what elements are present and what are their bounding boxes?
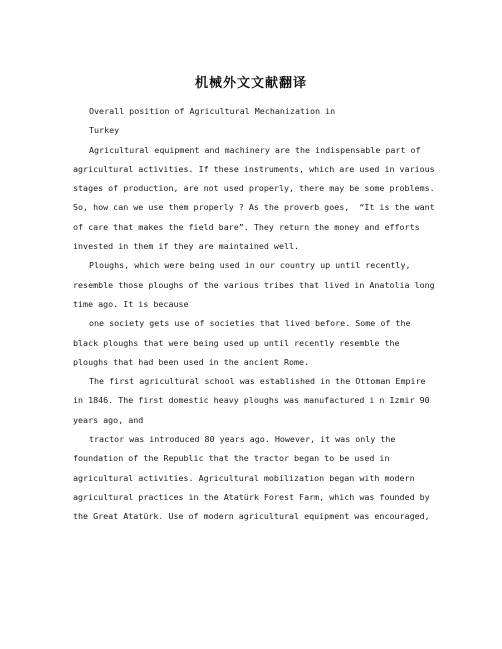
text-line: Turkey bbox=[89, 125, 120, 136]
page-title: 机械外文文献翻译 bbox=[194, 76, 307, 91]
text-line: years ago, and bbox=[73, 414, 144, 425]
text-line: resemble those ploughs of the various tribes that lived in Anatolia long bbox=[73, 279, 435, 290]
text-line: in 1846. The first domestic heavy ploughs was manufactured i n Izmir 90 bbox=[73, 395, 430, 406]
text-line: the Great Atatürk. Use of modern agricultural equipment was encouraged, bbox=[73, 511, 430, 522]
document-body bbox=[73, 102, 433, 527]
text-line: one society gets use of societies that lived before. Some of the bbox=[89, 318, 411, 329]
text-line: Agricultural equipment and machinery are the indispensable part of bbox=[89, 144, 421, 155]
text-line: black ploughs that were being used up until recently resemble the bbox=[73, 337, 400, 348]
text-line: agricultural practices in the Atatürk Forest Farm, which was founded by bbox=[73, 491, 430, 502]
text-line: time ago. It is because bbox=[73, 298, 189, 309]
text-line: of care that makes the field bare”. They return the money and efforts bbox=[73, 221, 420, 232]
text-line: So, how can we use them properly ? As the proverb goes, “It is the want bbox=[73, 202, 435, 213]
text-line: ploughs that had been used in the ancient Rome. bbox=[73, 356, 310, 367]
text-line: stages of production, are not used properly, there may be some problems. bbox=[73, 183, 435, 194]
text-line: agricultural activities. If these instruments, which are used in various bbox=[73, 163, 435, 174]
text-line: foundation of the Republic that the tractor began to be used in bbox=[73, 453, 390, 464]
text-line: agricultural activities. Agricultural mobilization began with modern bbox=[73, 472, 415, 483]
text-line: Ploughs, which were being used in our country up until recently, bbox=[89, 260, 411, 271]
text-line: Overall position of Agricultural Mechanization in bbox=[89, 106, 336, 116]
text-line: The first agricultural school was established in the Ottoman Empire bbox=[89, 376, 426, 387]
text-line: invested in them if they are maintained well. bbox=[73, 241, 300, 252]
text-line: tractor was introduced 80 years ago. However, it was only the bbox=[89, 434, 396, 445]
